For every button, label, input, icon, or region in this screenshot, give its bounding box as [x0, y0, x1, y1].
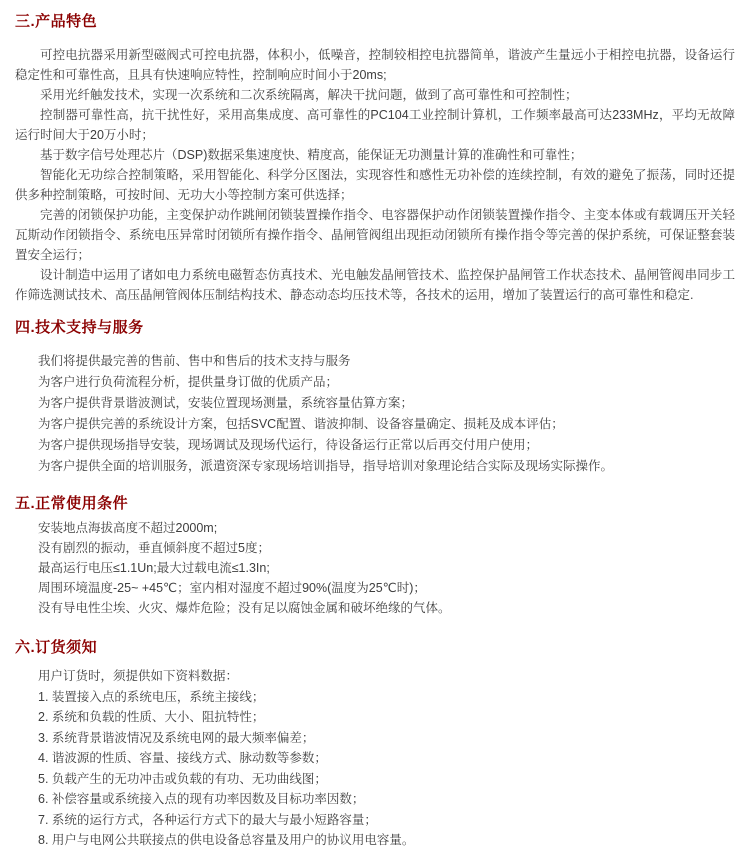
- feature-paragraph: 采用光纤触发技术，实现一次系统和二次系统隔离，解决干扰问题，做到了高可靠性和可控制性；: [40, 88, 578, 102]
- condition-line: 安装地点海拔高度不超过2000m;: [38, 521, 218, 535]
- ordering-item: 8. 用户与电网公共联接点的供电设备总容量及用户的协议用电容量。: [38, 833, 415, 847]
- support-line: 为客户进行负荷流程分析，提供量身订做的优质产品；: [38, 375, 339, 389]
- support-line: 我们将提供最完善的售前、售中和售后的技术支持与服务: [38, 354, 351, 368]
- section-title-product-features: 三.产品特色: [15, 13, 98, 30]
- section-ordering-info: [15, 638, 735, 851]
- ordering-item: 7. 系统的运行方式，各种运行方式下的最大与最小短路容量；: [38, 812, 377, 827]
- support-line: 为客户提供现场指导安装，现场调试及现场代运行，待设备运行正常以后再交付用户使用；: [38, 438, 539, 452]
- condition-lines: [15, 518, 735, 618]
- feature-paragraphs: [15, 45, 735, 305]
- section-title-operating-conditions: 五.正常使用条件: [15, 495, 129, 512]
- feature-paragraph: 控制器可靠性高，抗干扰性好，采用高集成度、高可靠性的PC104工业控制计算机，工作频率最高可达233MHz，平均无故障运行时间大于20万小时；: [15, 108, 735, 142]
- feature-paragraph: 智能化无功综合控制策略，采用智能化、科学分区图法，实现容性和感性无功补偿的连续控制，有效的避免了振荡，同时还提供多种控制策略，可按时间、无功大小等控制方案可供选择；: [15, 168, 735, 202]
- section-title-tech-support: 四.技术支持与服务: [15, 319, 144, 336]
- condition-line: 最高运行电压≤1.1Un;最大过载电流≤1.3In;: [38, 561, 270, 575]
- condition-line: 没有剧烈的振动，垂直倾斜度不超过5度；: [38, 541, 270, 555]
- ordering-intro: 用户订货时，须提供如下资料数据：: [38, 669, 239, 683]
- section-tech-support: [15, 318, 735, 477]
- feature-paragraph: 基于数字信号处理芯片（DSP)数据采集速度快、精度高，能保证无功测量计算的准确性和可靠性；: [40, 148, 583, 162]
- feature-paragraph: 可控电抗器采用新型磁阀式可控电抗器，体积小，低噪音，控制较相控电抗器简单，谐波产生量远小于相控电抗器，设备运行稳定性和可靠性高，且具有快速响应特性，控制响应时间小于20ms;: [15, 48, 735, 82]
- ordering-item: 1. 装置接入点的系统电压，系统主接线；: [38, 689, 265, 704]
- document-page: [15, 12, 735, 851]
- ordering-item: 3. 系统背景谐波情况及系统电网的最大频率偏差；: [38, 730, 315, 745]
- condition-line: 没有导电性尘埃、火灾、爆炸危险；没有足以腐蚀金属和破坏绝缘的气体。: [38, 601, 451, 615]
- support-line: 为客户提供完善的系统设计方案，包括SVC配置、谐波抑制、设备容量确定、损耗及成本评估；: [38, 417, 564, 431]
- ordering-item: 4. 谐波源的性质、容量、接线方式、脉动数等参数；: [38, 751, 327, 765]
- ordering-item: 2. 系统和负载的性质、大小、阻抗特性；: [38, 710, 265, 724]
- condition-line: 周围环境温度-25~ +45℃；室内相对湿度不超过90%(温度为25℃时)；: [38, 581, 426, 595]
- section-operating-conditions: [15, 494, 735, 618]
- ordering-items: [15, 687, 735, 851]
- feature-paragraph: 设计制造中运用了诸如电力系统电磁暂态仿真技术、光电触发晶闸管技术、监控保护晶闸管工作状态技术、晶闸管阀串同步工作筛选测试技术、高压晶闸管阀体压制结构技术、静态动态均压技术等，各技术的运用，增加了装置运行的高可靠性和稳定.: [15, 268, 735, 302]
- ordering-item: 6. 补偿容量或系统接入点的现有功率因数及目标功率因数；: [38, 792, 365, 806]
- section-title-ordering-info: 六.订货须知: [15, 639, 98, 656]
- support-line: 为客户提供背景谐波测试，安装位置现场测量，系统容量估算方案；: [38, 396, 414, 410]
- support-line: 为客户提供全面的培训服务，派遣资深专家现场培训指导，指导培训对象理论结合实际及现场实际操作。: [38, 459, 614, 473]
- feature-paragraph: 完善的闭锁保护功能，主变保护动作跳闸闭锁装置操作指令、电容器保护动作闭锁装置操作指令、主变本体或有载调压开关轻瓦斯动作闭锁指令、系统电压异常时闭锁所有操作指令、晶闸管阀组出现拒动闭锁所有操作指令等完善的保护系统，可保证整套装置安全运行；: [15, 208, 735, 262]
- section-product-features: [15, 12, 735, 305]
- ordering-item: 5. 负载产生的无功冲击或负载的有功、无功曲线图；: [38, 771, 327, 786]
- support-lines: [15, 351, 735, 477]
